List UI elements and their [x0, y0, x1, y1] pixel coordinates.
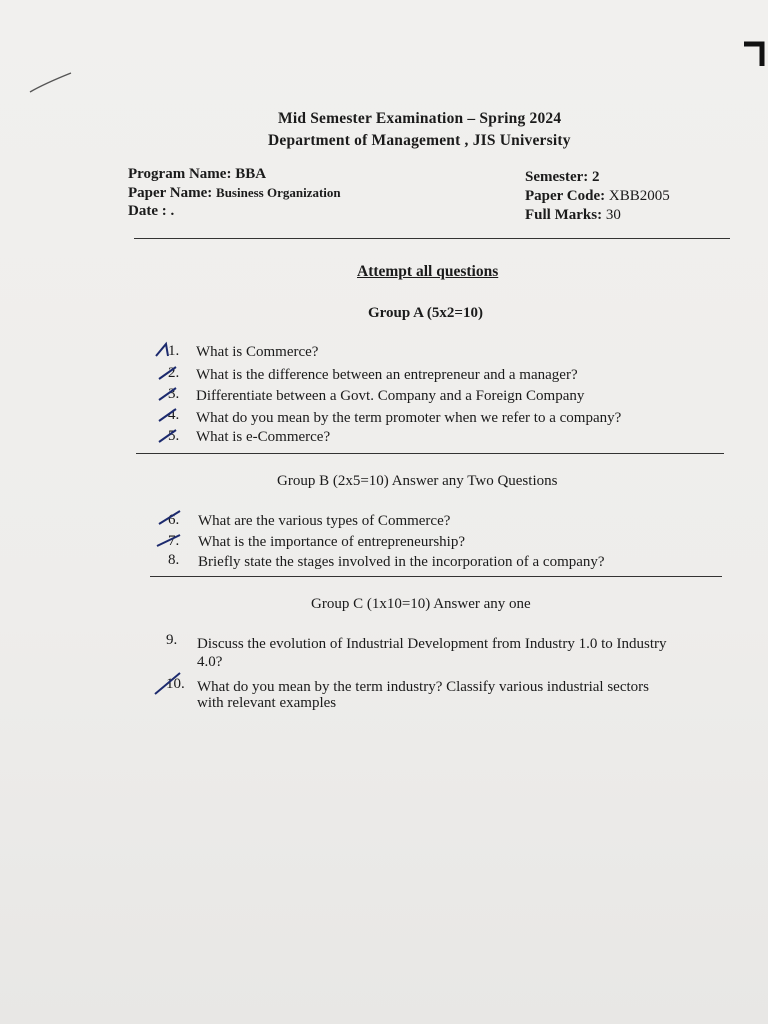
question-text: What do you mean by the term industry? Classify various industrial sectors	[197, 679, 649, 695]
marks-value: 30	[605, 207, 621, 223]
question-number: 1.	[168, 343, 180, 359]
pen-tick-mark	[156, 384, 180, 404]
program-label: Program Name:	[128, 166, 232, 182]
code-value: XBB2005	[608, 188, 670, 204]
question-text: What is the difference between an entrepreneur and a manager?	[196, 367, 578, 383]
date-row	[128, 203, 174, 220]
header-divider	[134, 238, 730, 239]
pen-tick-mark	[156, 363, 180, 383]
group-c-title: Group C (1x10=10) Answer any one	[311, 596, 531, 612]
code-label: Paper Code:	[525, 188, 606, 204]
question-text: Discuss the evolution of Industrial Development from Industry 1.0 to Industry	[197, 636, 667, 652]
paper-value: Business Organization	[216, 185, 341, 200]
department-title: Department of Management , JIS University	[268, 132, 571, 149]
question-number: 5.	[168, 428, 180, 444]
question-number: 10.	[166, 676, 185, 692]
question-text: What do you mean by the term promoter when we refer to a company?	[196, 410, 622, 426]
question-number: 3.	[168, 386, 180, 402]
exam-title: Mid Semester Examination – Spring 2024	[278, 110, 562, 127]
question-number: 2.	[168, 365, 180, 381]
marks-label: Full Marks:	[525, 207, 603, 223]
question-number: 7.	[168, 533, 180, 549]
group-b-title: Group B (2x5=10) Answer any Two Questions	[277, 473, 558, 489]
pen-tick-mark	[156, 508, 186, 528]
group-b-divider	[150, 576, 722, 577]
semester-value: 2	[592, 169, 600, 185]
group-a-title: Group A (5x2=10)	[368, 305, 483, 321]
pen-tick-mark	[154, 340, 178, 360]
pen-tick-mark	[154, 530, 184, 550]
question-text: What is e-Commerce?	[196, 429, 331, 445]
question-text: Briefly state the stages involved in the incorporation of a company?	[198, 554, 605, 570]
instruction: Attempt all questions	[357, 263, 499, 280]
paper-row	[128, 185, 341, 202]
question-text: What are the various types of Commerce?	[198, 513, 451, 529]
question-number: 6.	[168, 512, 180, 528]
question-text-continued: with relevant examples	[197, 695, 337, 711]
program-value: BBA	[235, 166, 267, 182]
question-text: What is Commerce?	[196, 344, 319, 360]
code-row	[525, 188, 670, 205]
program-row	[128, 166, 266, 183]
pen-tick-mark	[156, 426, 180, 446]
date-label: Date : .	[128, 203, 175, 219]
question-number: 9.	[166, 632, 178, 648]
group-a-divider	[136, 453, 724, 454]
semester-label: Semester:	[525, 169, 589, 185]
corner-mark	[744, 40, 768, 70]
pen-tick-mark	[152, 670, 186, 698]
pen-tick-mark	[156, 405, 180, 425]
paper-label: Paper Name:	[128, 185, 213, 201]
question-text: Differentiate between a Govt. Company and a Foreign Company	[196, 388, 585, 404]
question-number: 8.	[168, 552, 180, 568]
semester-row	[525, 169, 600, 186]
marks-row	[525, 207, 621, 224]
pencil-stroke-mark	[28, 70, 74, 96]
question-text: What is the importance of entrepreneurship?	[198, 534, 465, 550]
question-text-continued: 4.0?	[197, 654, 223, 670]
question-number: 4.	[168, 407, 180, 423]
